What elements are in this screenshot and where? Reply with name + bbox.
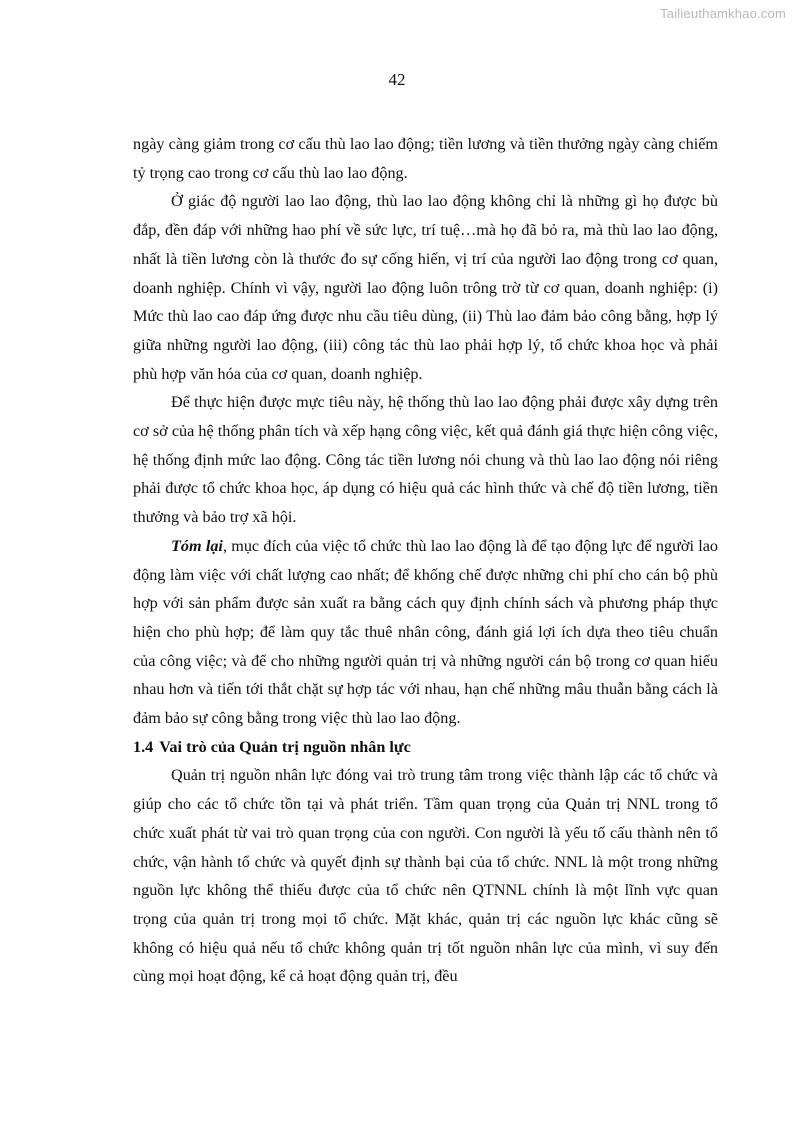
paragraph-system-requirements: Để thực hiện được mực tiêu này, hệ thống thù lao lao động phải được xây dựng trên cơ sở của hệ thống phân tích và xếp hạng công việc, kết quả đánh giá thực hiện công việc, hệ thống định mức lao động. Công tác tiền lương nói chung và thù lao lao động nói riêng phải được tổ chức khoa học, áp dụng có hiệu quả các hình thức và chế độ tiền lương, tiền thưởng và bảo trợ xã hội.	[133, 393, 718, 527]
summary-text: , mục đích của việc tổ chức thù lao lao động là để tạo động lực để người lao động làm việc với chất lượng cao nhất; để khống chế được những chi phí cho cán bộ phù hợp với sản phẩm được sản xuất ra bằng cách quy định chính sách và phương pháp thực hiện cho phù hợp; để làm quy tắc thuê nhân công, đánh giá lợi ích dựa theo tiêu chuẩn của công việc; và để cho những người quản trị và những người cán bộ trong cơ quan hiểu nhau hơn và tiến tới thắt chặt sự hợp tác với nhau, hạn chế những mâu thuẫn bằng cách là đảm bảo sự công bằng trong việc thù lao lao động.	[133, 536, 718, 728]
section-title: Vai trò của Quản trị nguồn nhân lực	[159, 737, 411, 756]
document-body	[133, 130, 718, 991]
paragraph-continuation: ngày càng giảm trong cơ cấu thù lao lao động; tiền lương và tiền thưởng ngày càng chiếm tỷ trọng cao trong cơ cấu thù lao lao động.	[133, 135, 718, 182]
summary-lead: Tóm lại	[171, 536, 223, 555]
paragraph-hrm-role: Quản trị nguồn nhân lực đóng vai trò trung tâm trong việc thành lập các tổ chức và giúp cho các tổ chức tồn tại và phát triển. Tầm quan trọng của Quản trị NNL trong tổ chức xuất phát từ vai trò quan trọng của con người. Con người là yếu tố cấu thành nên tổ chức, vận hành tổ chức và quyết định sự thành bại của tổ chức. NNL là một trong những nguồn lực không thể thiếu được của tổ chức nên QTNNL chính là một lĩnh vực quan trọng của quản trị trong mọi tổ chức. Mặt khác, quản trị các nguồn lực khác cũng sẽ không có hiệu quả nếu tổ chức không quản trị tốt nguồn nhân lực của mình, vì suy đến cùng mọi hoạt động, kể cả hoạt động quản trị, đều	[133, 766, 718, 986]
paragraph-worker-perspective: Ở giác độ người lao lao động, thù lao lao động không chỉ là những gì họ được bù đắp, đền đáp với những hao phí về sức lực, trí tuệ…mà họ đã bỏ ra, mà thù lao lao động, nhất là tiền lương còn là thước đo sự cống hiến, vị trí của người lao động trong cơ quan, doanh nghiệp. Chính vì vậy, người lao động luôn trông trờ từ cơ quan, doanh nghiệp: (i) Mức thù lao cao đáp ứng được nhu cầu tiêu dùng, (ii) Thù lao đảm bảo công bằng, hợp lý giữa những người lao động, (iii) công tác thù lao phải hợp lý, tổ chức khoa học và phải phù hợp văn hóa của cơ quan, doanh nghiệp.	[133, 192, 718, 383]
page-number: 42	[388, 70, 406, 89]
section-number: 1.4	[133, 737, 154, 756]
paragraph-summary	[133, 532, 718, 733]
section-heading	[133, 733, 718, 762]
watermark-text: Tailieuthamkhao.com	[660, 6, 786, 21]
